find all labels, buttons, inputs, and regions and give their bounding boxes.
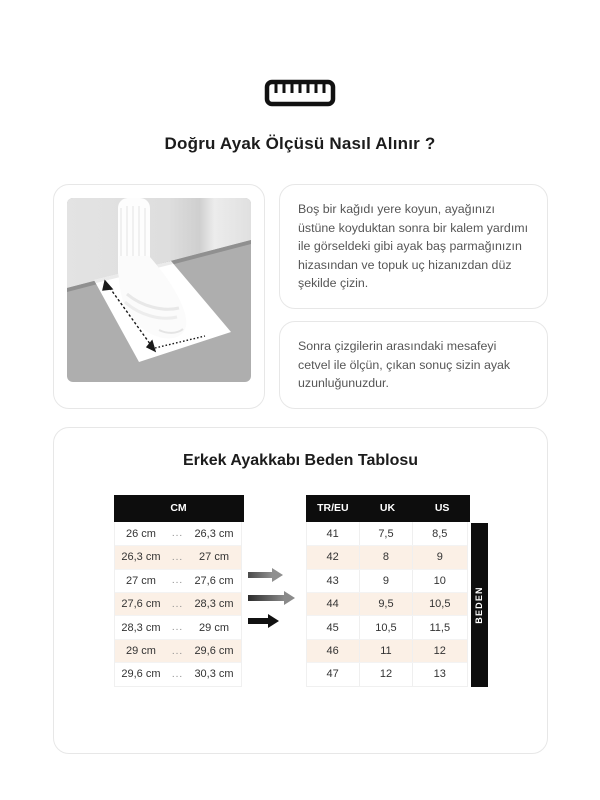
cm-max-value: 30,3 cm xyxy=(194,668,234,681)
uk-size: 7,5 xyxy=(360,522,413,545)
instruction-step-2-text: Sonra çizgilerin arasındaki mesafeyi cetvel ile ölçün, çıkan sonuç sizin ayak uzunluğunuzdur. xyxy=(298,339,511,391)
range-separator: ... xyxy=(171,528,184,540)
tr-eu-size: 42 xyxy=(307,546,360,568)
us-size: 13 xyxy=(433,668,446,681)
size-table-title: Erkek Ayakkabı Beden Tablosu xyxy=(182,451,419,469)
cm-min-value: 27,6 cm xyxy=(121,598,161,611)
beden-side-label: BEDEN xyxy=(474,586,484,624)
size-table-header-row xyxy=(306,495,470,522)
us-size: 8,5 xyxy=(432,527,448,540)
instruction-step-1-text: Boş bir kağıdı yere koyun, ayağınızı üstüne koyduktan sonra bir kalem yardımı ile görseldeki gibi ayak baş parmağınızın hizasından ve topuk uç hizanızdan düz şekilde çizin. xyxy=(298,202,529,291)
range-separator: ... xyxy=(171,645,184,657)
size-table-rows xyxy=(307,522,467,686)
cm-max-value: 28,3 cm xyxy=(194,598,234,611)
cm-table-header xyxy=(114,495,244,522)
size-table-row xyxy=(307,662,467,685)
size-table-column-header: TR/EU xyxy=(317,502,349,515)
cm-min-value: 29,6 cm xyxy=(121,668,161,681)
ruler-icon xyxy=(0,0,600,108)
us-size: 11,5 xyxy=(429,621,451,634)
range-separator: ... xyxy=(171,668,184,680)
page-title: Doğru Ayak Ölçüsü Nasıl Alınır ? xyxy=(164,134,436,153)
beden-side-bar xyxy=(471,523,488,687)
instruction-step-1 xyxy=(279,184,548,309)
size-table-row xyxy=(307,615,467,638)
range-separator: ... xyxy=(171,622,184,634)
tr-eu-size: 41 xyxy=(307,522,360,545)
cm-table-row xyxy=(115,639,241,662)
size-table-row xyxy=(307,592,467,615)
uk-size: 9,5 xyxy=(360,593,413,615)
cm-table-row xyxy=(115,522,241,545)
cm-max-value: 27,6 cm xyxy=(194,574,234,587)
cm-table-row xyxy=(115,569,241,592)
us-size: 10 xyxy=(433,574,446,587)
instruction-step-2 xyxy=(279,321,548,409)
cm-max-value: 29,6 cm xyxy=(194,645,234,658)
cm-min-value: 26,3 cm xyxy=(121,551,161,564)
tr-eu-size: 44 xyxy=(307,593,360,615)
cm-table-row xyxy=(115,545,241,568)
uk-size: 10,5 xyxy=(360,616,413,638)
uk-size: 8 xyxy=(360,546,413,568)
size-table-row xyxy=(307,639,467,662)
arrow-right-icon xyxy=(248,614,279,628)
instruction-steps xyxy=(279,184,548,409)
tr-eu-size: 46 xyxy=(307,640,360,662)
us-size: 9 xyxy=(436,551,443,564)
cm-max-value: 26,3 cm xyxy=(194,527,234,540)
range-separator: ... xyxy=(171,598,184,610)
size-table-section xyxy=(53,427,548,754)
cm-table-header-label: CM xyxy=(170,502,187,515)
range-separator: ... xyxy=(171,551,184,563)
uk-size: 11 xyxy=(360,640,413,662)
size-table-column-header: US xyxy=(434,502,450,515)
cm-min-value: 28,3 cm xyxy=(121,621,161,634)
uk-size: 12 xyxy=(360,663,413,685)
us-size: 12 xyxy=(433,645,446,658)
cm-table xyxy=(114,496,242,687)
foot-measure-photo-card xyxy=(53,184,265,409)
tr-eu-size: 45 xyxy=(307,616,360,638)
size-conversion-table xyxy=(306,496,468,687)
instructions-section xyxy=(53,184,548,409)
conversion-arrows xyxy=(242,568,304,628)
cm-max-value: 29 cm xyxy=(199,621,229,634)
uk-size: 9 xyxy=(360,570,413,592)
size-table-column-header: UK xyxy=(379,502,396,515)
cm-max-value: 27 cm xyxy=(199,551,229,564)
size-table-row xyxy=(307,569,467,592)
cm-table-row xyxy=(115,662,241,685)
cm-min-value: 29 cm xyxy=(125,645,156,658)
range-separator: ... xyxy=(171,575,184,587)
size-table-row xyxy=(307,545,467,568)
cm-min-value: 27 cm xyxy=(125,574,156,587)
cm-table-row xyxy=(115,592,241,615)
size-table-row xyxy=(307,522,467,545)
us-size: 10,5 xyxy=(429,598,451,611)
arrow-right-icon xyxy=(248,591,295,605)
cm-min-value: 26 cm xyxy=(125,527,156,540)
cm-table-row xyxy=(115,615,241,638)
tr-eu-size: 43 xyxy=(307,570,360,592)
cm-table-rows xyxy=(115,522,241,686)
tr-eu-size: 47 xyxy=(307,663,360,685)
foot-measure-image xyxy=(67,198,251,382)
size-tables xyxy=(54,496,547,687)
arrow-right-icon xyxy=(248,568,283,582)
